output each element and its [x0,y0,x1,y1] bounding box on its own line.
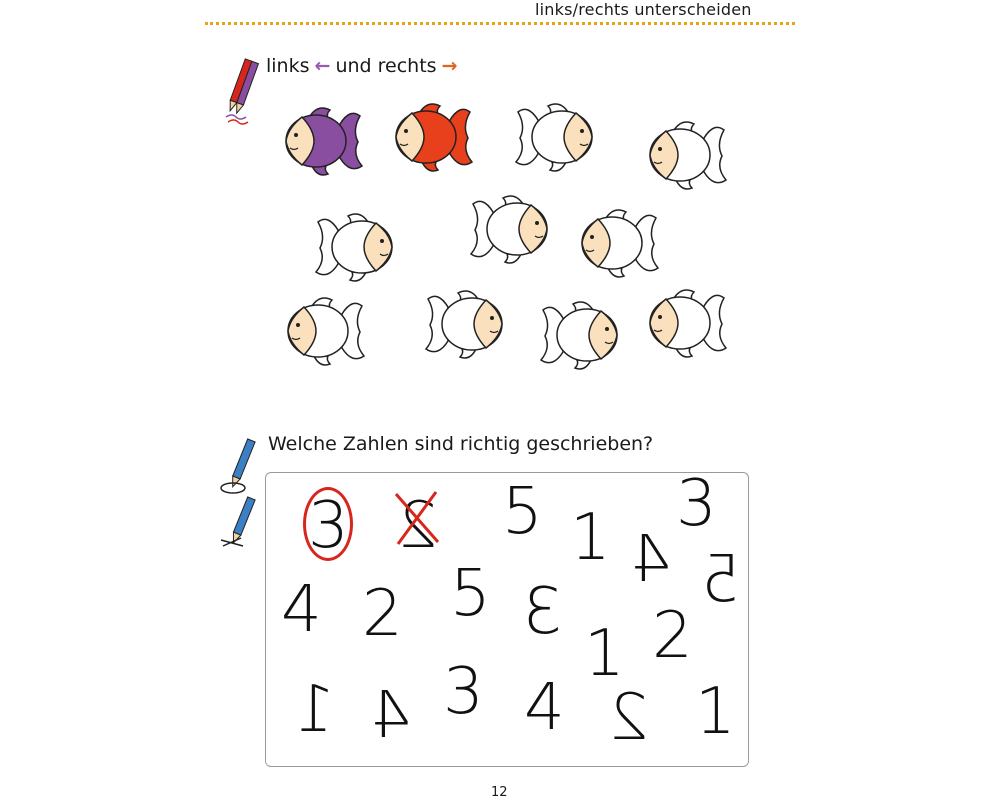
fish-2 [388,98,478,178]
arrow-left-icon: ← [314,55,331,77]
digit-4: 1 [570,501,611,575]
digit-1: 3 [308,489,349,563]
digit-14: 1 [294,673,335,747]
dotted-rule [205,22,795,25]
fish-4 [642,116,732,196]
digit-5: 4 [630,523,671,597]
pencil-cross-icon [215,494,265,554]
digit-10: 5 [450,557,491,631]
fish-8 [280,292,370,372]
digit-13: 2 [652,599,693,673]
page-header-title: links/rechts unterscheiden [535,0,752,19]
digit-15: 4 [370,679,411,753]
digit-18: 2 [608,681,649,755]
cross-mark [392,488,442,548]
digit-7: 5 [700,543,741,617]
digit-12: 1 [584,617,625,691]
arrow-right-icon: → [441,55,458,77]
digit-3: 5 [502,475,543,549]
fish-10 [535,296,625,376]
task1-und-rechts-label: und rechts [335,55,437,77]
task1-links-label: links [266,55,310,77]
digit-11: 3 [522,575,563,649]
fish-1 [278,102,368,182]
fish-9 [420,285,510,365]
circle-mark [303,487,353,561]
digit-9: 2 [362,577,403,651]
digit-2: 2 [397,489,438,563]
fish-5 [310,208,400,288]
task2-instruction: Welche Zahlen sind richtig geschrieben? [268,433,654,455]
colored-pencils-icon [220,55,260,127]
digit-6: 3 [676,467,717,541]
fish-3 [510,98,600,178]
digit-8: 4 [281,573,322,647]
task1-instruction [266,55,457,77]
fish-11 [642,284,732,364]
page-number: 12 [491,785,508,800]
fish-7 [574,204,664,284]
digit-16: 3 [443,655,484,729]
pencil-circle-icon [215,436,265,496]
digit-19: 1 [695,675,736,749]
fish-6 [465,190,555,270]
digit-17: 4 [524,671,565,745]
